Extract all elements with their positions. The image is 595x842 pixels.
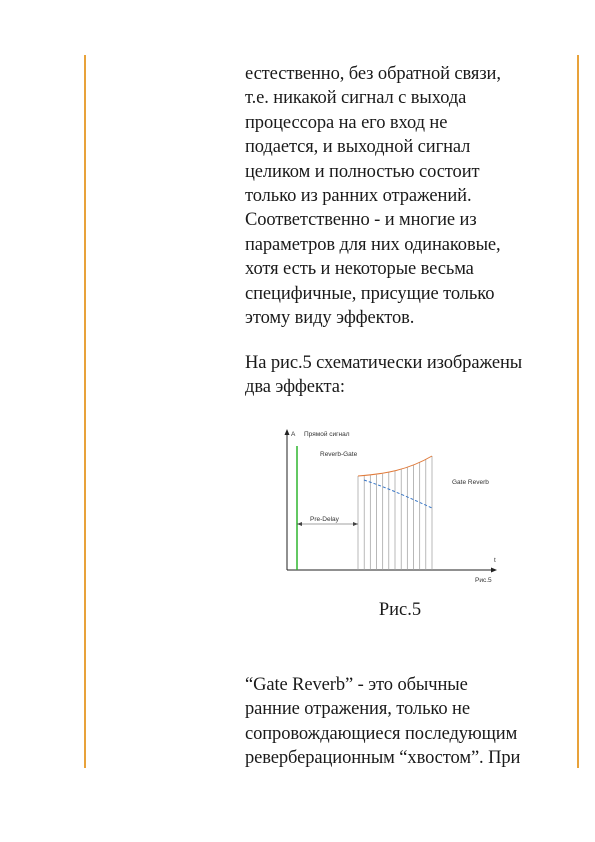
y-axis-arrow [285,429,290,435]
text-line: подается, и выходной сигнал [245,137,471,158]
x-axis-label: t [494,557,496,564]
left-margin-rule [84,55,86,768]
paragraph-figure-intro [245,351,575,400]
reverb-diagram-svg [270,420,510,590]
reflection-lines [358,456,432,570]
text-line: параметров для них одинаковые, [245,234,501,255]
text-line: целиком и полностью состоит [245,161,480,182]
text-line: естественно, без обратной связи, [245,64,501,84]
y-axis-label: A [291,431,296,438]
text-line: т.е. никакой сигнал с выхода [245,88,467,109]
text-line: “Gate Reverb” - это обычные [245,675,468,695]
pre-delay-arrow-right [353,522,358,526]
text-line: хотя есть и некоторые весьма [245,259,474,280]
x-axis-arrow [491,568,497,573]
direct-signal-label: Прямой сигнал [304,431,350,438]
paragraph-early-reflections [245,62,575,330]
paragraph-gate-reverb [245,673,575,771]
right-margin-rule [577,55,579,768]
text-line: На рис.5 схематически изображены [245,353,523,373]
reverb-gate-label: Reverb-Gate [320,451,358,458]
pre-delay-label: Pre-Delay [310,516,339,523]
figure-caption: Рис.5 [378,600,422,620]
text-line: этому виду эффектов. [245,308,415,329]
text-line: Соответственно - и многие из [245,210,477,231]
text-line: только из ранних отражений. [245,186,472,207]
gate-reverb-curve [364,480,432,508]
text-line: специфичные, присущие только [245,283,495,304]
figure-id-label: Рис.5 [475,577,492,584]
text-line: реверберационным “хвостом”. При [245,748,521,769]
gate-reverb-label: Gate Reverb [452,479,489,486]
text-line: два эффекта: [245,377,345,398]
text-line: сопровождающиеся последующим [245,723,518,744]
text-line: ранние отражения, только не [245,699,470,720]
text-line: процессора на его вход не [245,112,448,133]
figure-reverb-diagram [270,420,510,590]
